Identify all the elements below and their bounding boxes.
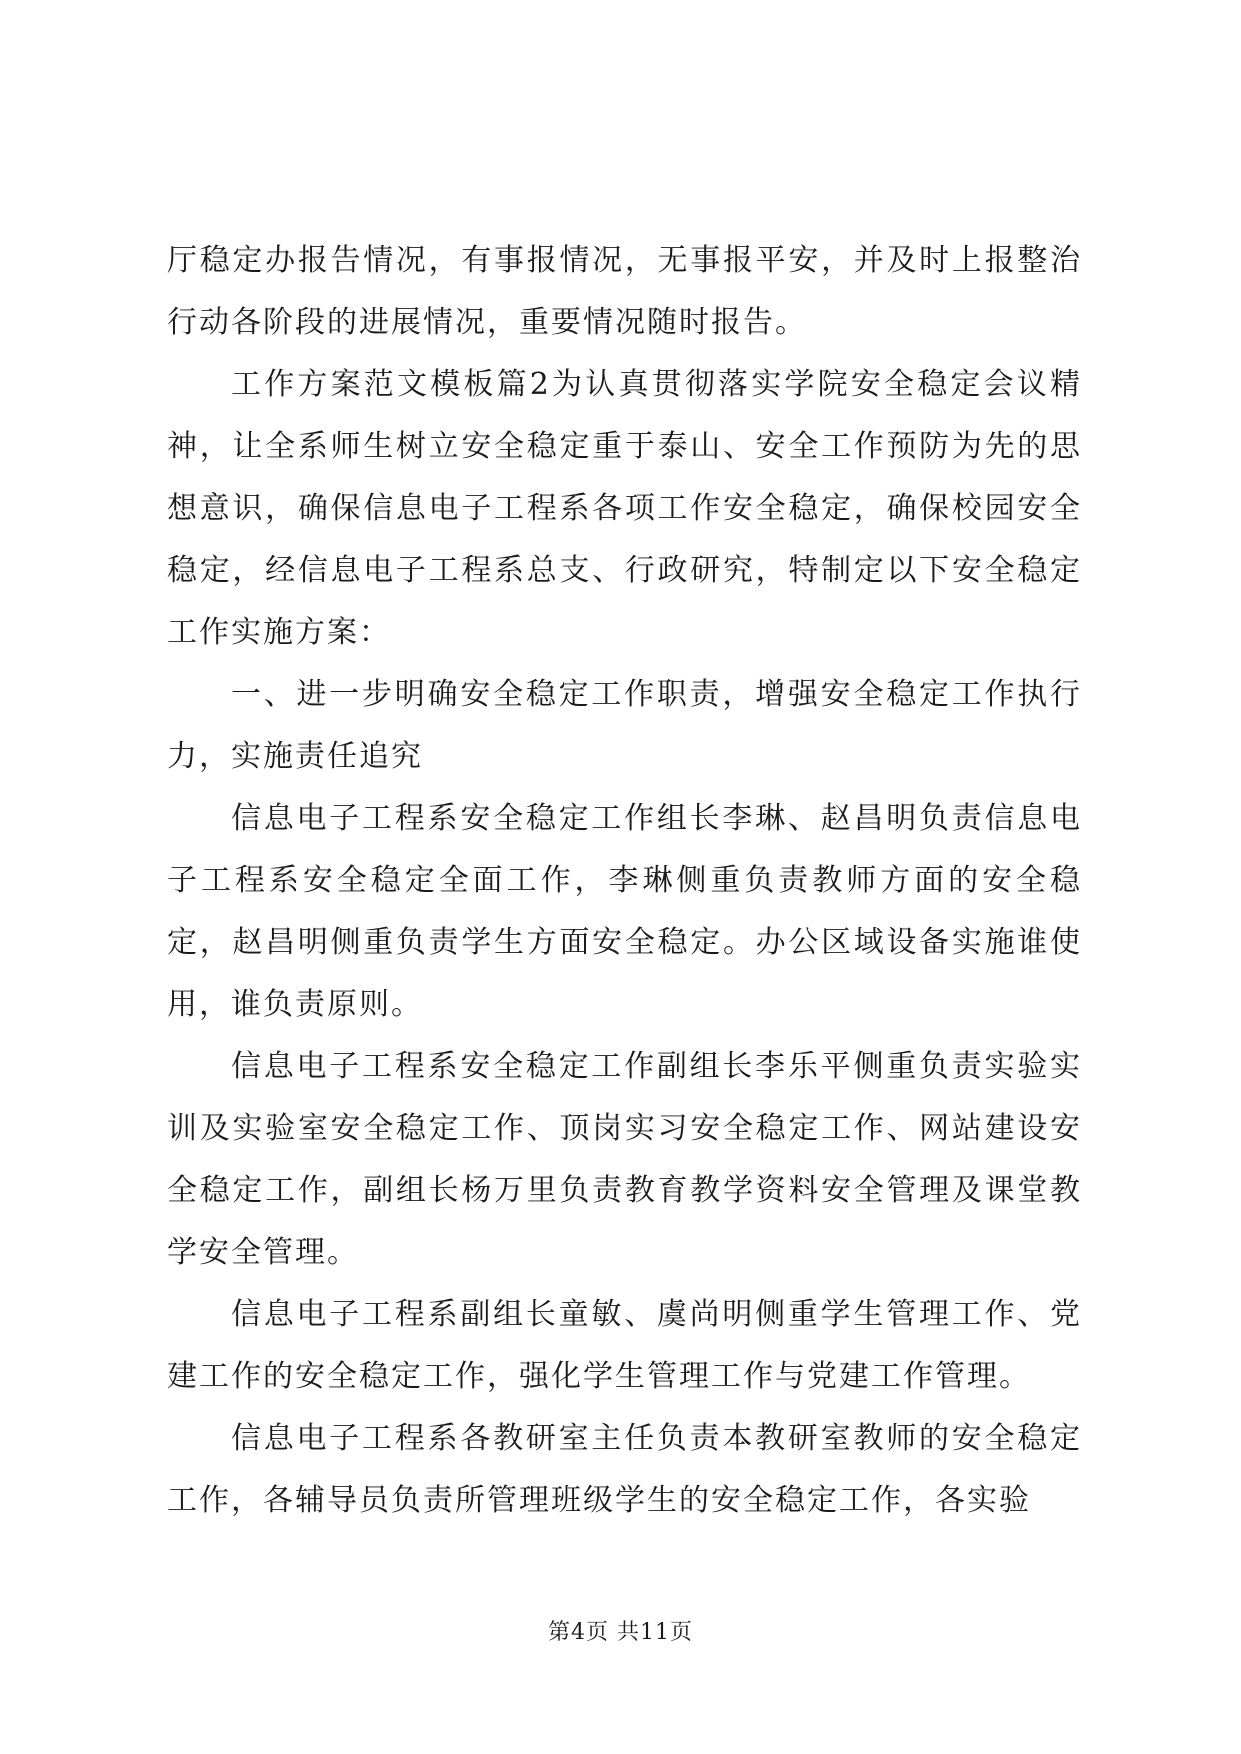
paragraph-4: 信息电子工程系安全稳定工作组长李琳、赵昌明负责信息电子工程系安全稳定全面工作，李琳侧重负责教师方面的安全稳定，赵昌明侧重负责学生方面安全稳定。办公区域设备实施谁使用，谁负责原则。 — [167, 801, 1082, 1022]
document-body — [167, 230, 1082, 1532]
paragraph-5: 信息电子工程系安全稳定工作副组长李乐平侧重负责实验实训及实验室安全稳定工作、顶岗实习安全稳定工作、网站建设安全稳定工作，副组长杨万里负责教育教学资料安全管理及课堂教学安全管理。 — [167, 1049, 1082, 1270]
paragraph-6: 信息电子工程系副组长童敏、虞尚明侧重学生管理工作、党建工作的安全稳定工作，强化学生管理工作与党建工作管理。 — [167, 1297, 1082, 1394]
paragraph-3-heading: 一、进一步明确安全稳定工作职责，增强安全稳定工作执行力，实施责任追究 — [167, 677, 1082, 774]
paragraph-7: 信息电子工程系各教研室主任负责本教研室教师的安全稳定工作，各辅导员负责所管理班级学生的安全稳定工作，各实验 — [167, 1421, 1082, 1518]
page-footer — [0, 1615, 1241, 1646]
page-number-label: 第4页 共11页 — [548, 1620, 693, 1645]
paragraph-2: 工作方案范文模板篇2为认真贯彻落实学院安全稳定会议精神，让全系师生树立安全稳定重于泰山、安全工作预防为先的思想意识，确保信息电子工程系各项工作安全稳定，确保校园安全稳定，经信息电子工程系总支、行政研究，特制定以下安全稳定工作实施方案： — [167, 367, 1082, 650]
paragraph-1: 厅稳定办报告情况，有事报情况，无事报平安，并及时上报整治行动各阶段的进展情况，重要情况随时报告。 — [167, 243, 1082, 340]
